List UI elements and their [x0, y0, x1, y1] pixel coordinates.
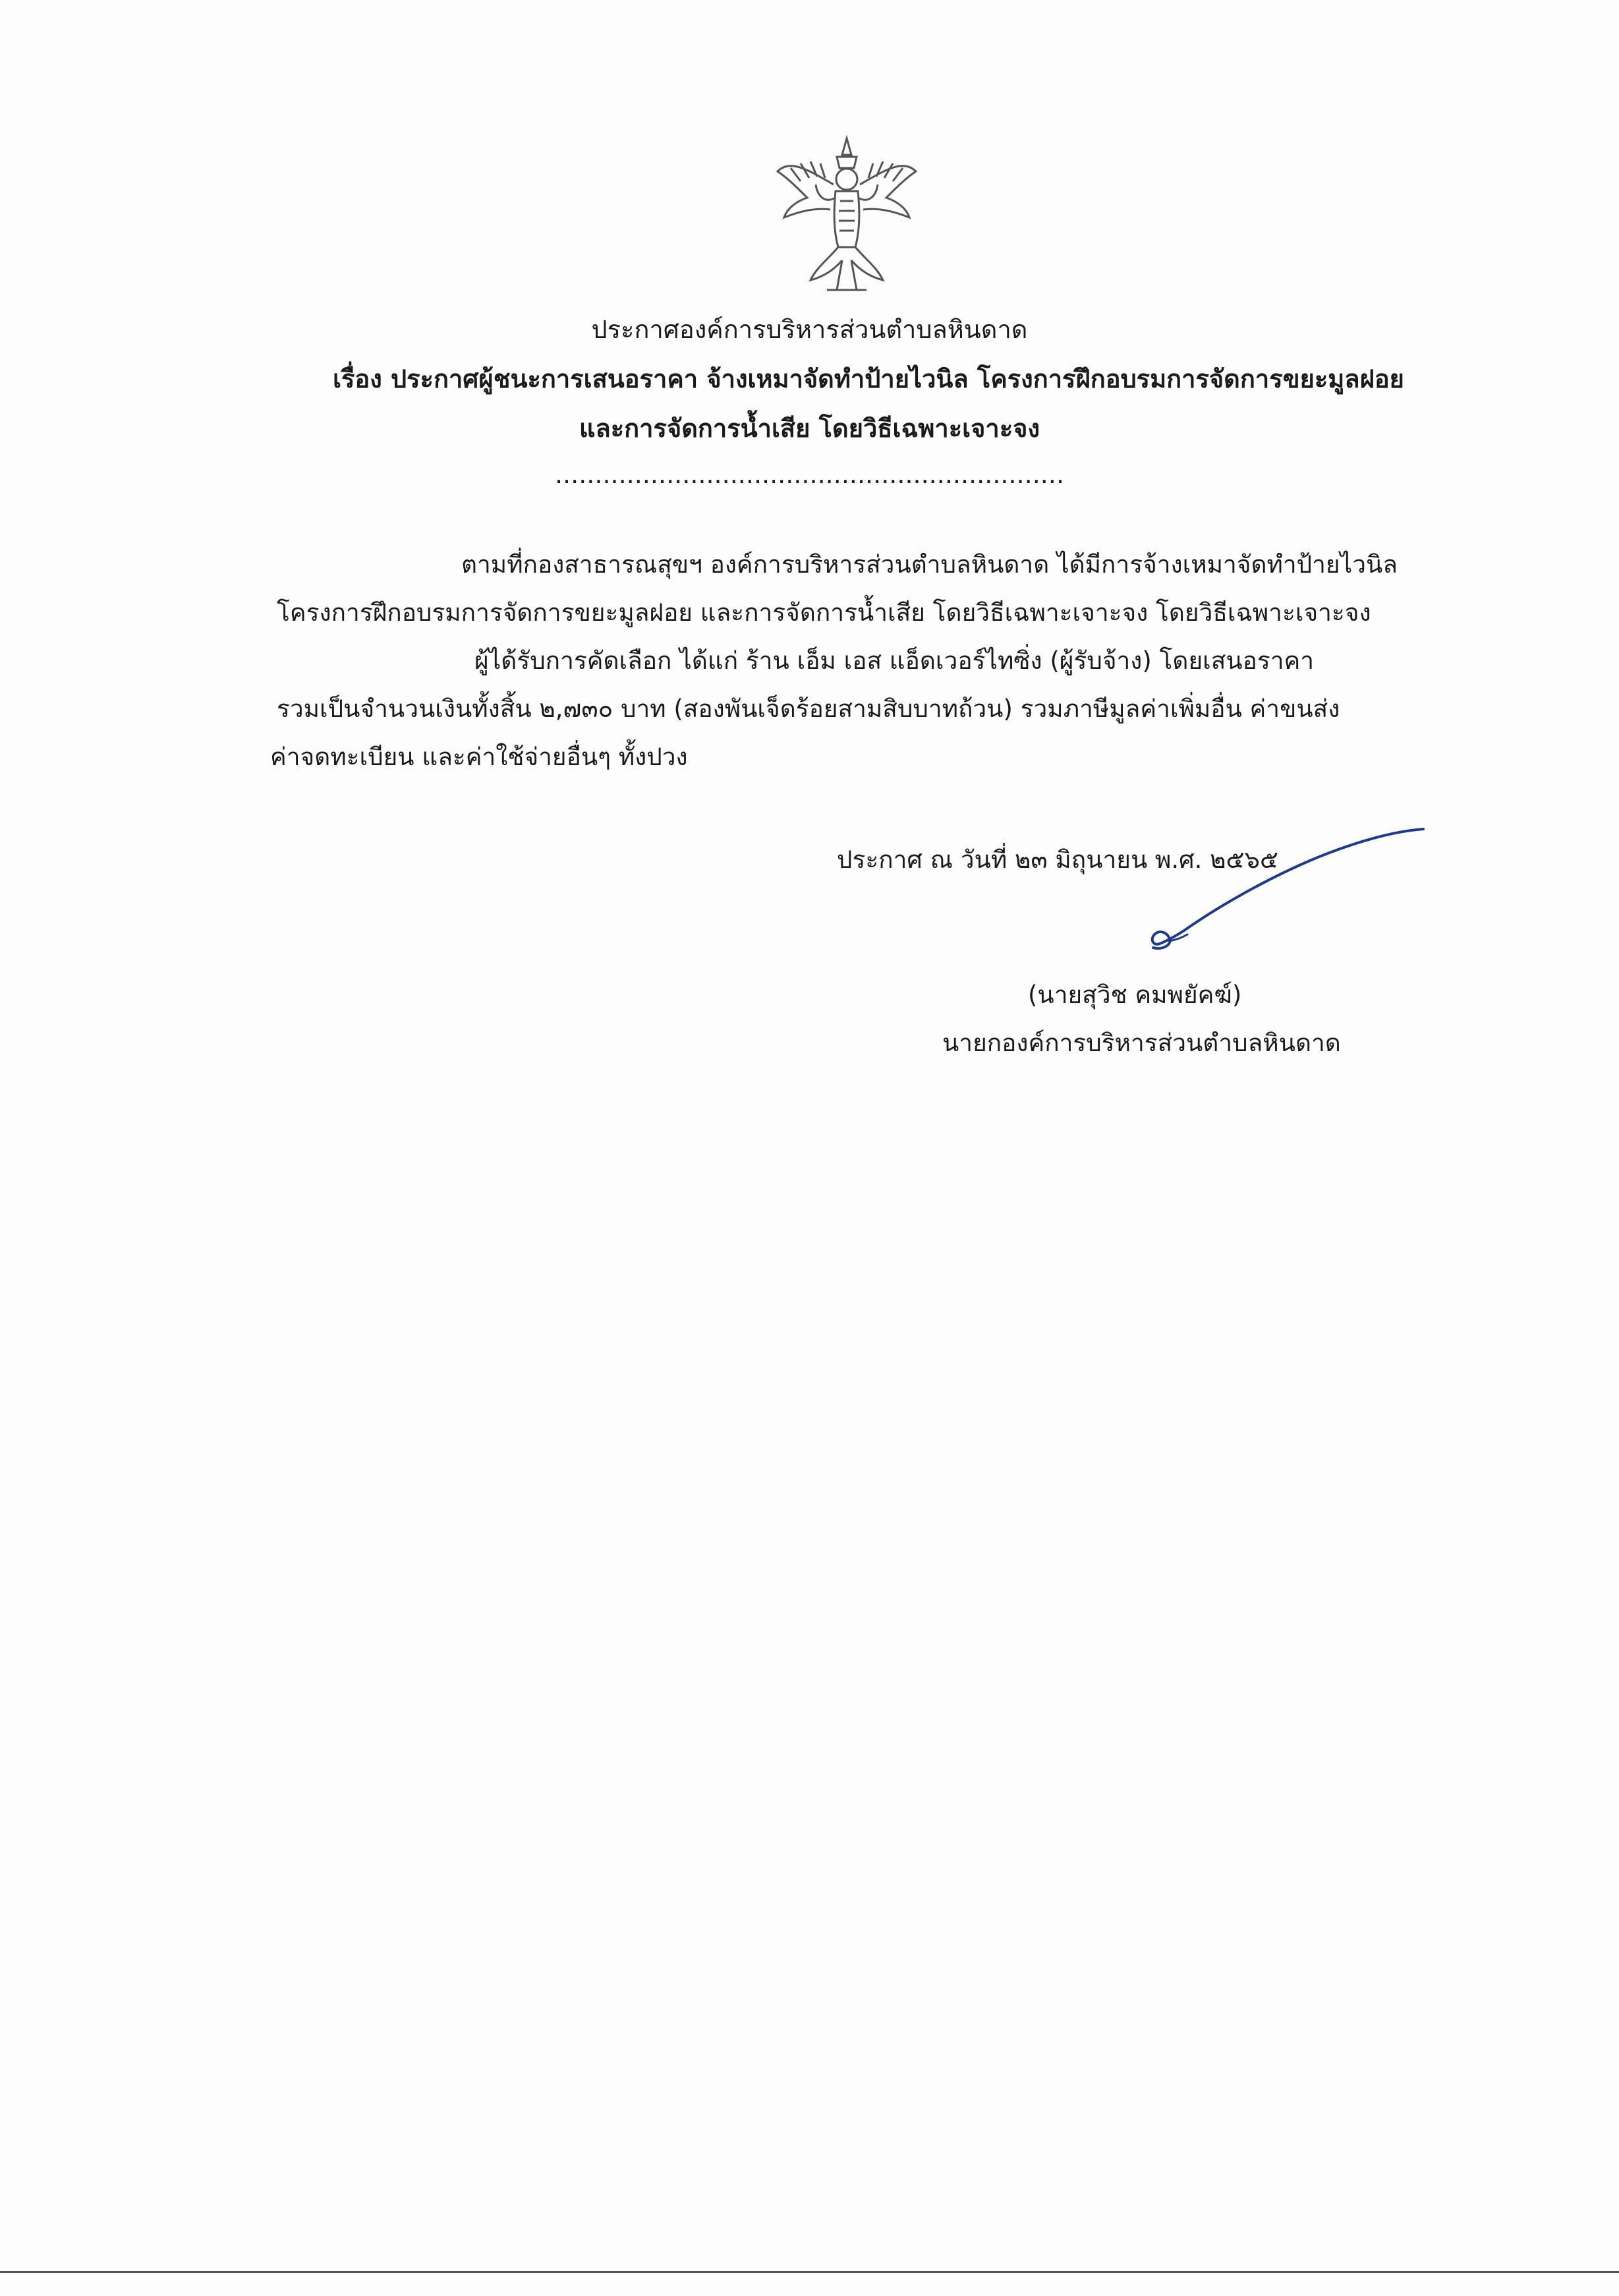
- body-line-4: รวมเป็นจำนวนเงินทั้งสิ้น ๒,๗๓๐ บาท (สองพันเจ็ดร้อยสามสิบบาทถ้วน) รวมภาษีมูลค่าเพิ่มอื่น ค่าขนส่ง: [277, 695, 1340, 723]
- page-bottom-edge: [0, 2271, 1619, 2273]
- body-line-3: ผู้ได้รับการคัดเลือก ได้แก่ ร้าน เอ็ม เอส แอ็ดเวอร์ไทซิ่ง (ผู้รับจ้าง) โดยเสนอราคา: [474, 646, 1315, 675]
- subject-line: [333, 359, 1404, 399]
- announcement-title: ประกาศองค์การบริหารส่วนตำบลหินดาด: [591, 315, 1028, 344]
- signatory-position: นายกองค์การบริหารส่วนตำบลหินดาด: [942, 1029, 1341, 1057]
- body-line-1: ตามที่กองสาธารณสุขฯ องค์การบริหารส่วนตำบลหินดาด ได้มีการจ้างเหมาจัดทำป้ายไวนิล: [461, 550, 1398, 579]
- garuda-emblem-icon: [771, 132, 923, 297]
- body-line-5: ค่าจดทะเบียน และค่าใช้จ่ายอื่นๆ ทั้งปวง: [270, 743, 688, 771]
- subject-continued: และการจัดการน้ำเสีย โดยวิธีเฉพาะเจาะจง: [579, 414, 1040, 443]
- subject-text: ประกาศผู้ชนะการเสนอราคา จ้างเหมาจัดทำป้ายไวนิล โครงการฝึกอบรมการจัดการขยะมูลฝอย: [391, 364, 1404, 393]
- body-line-2: โครงการฝึกอบรมการจัดการขยะมูลฝอย และการจัดการน้ำเสีย โดยวิธีเฉพาะเจาะจง โดยวิธีเฉพาะเจาะจง: [277, 598, 1371, 627]
- announcement-date: ประกาศ ณ วันที่ ๒๓ มิถุนายน พ.ศ. ๒๕๖๕: [837, 846, 1279, 874]
- signatory-name: (นายสุวิช คมพยัคฆ์): [1028, 981, 1242, 1009]
- separator-line: ................................................................: [554, 460, 1065, 489]
- handwritten-signature: [1114, 824, 1430, 962]
- subject-prefix: เรื่อง: [333, 364, 382, 393]
